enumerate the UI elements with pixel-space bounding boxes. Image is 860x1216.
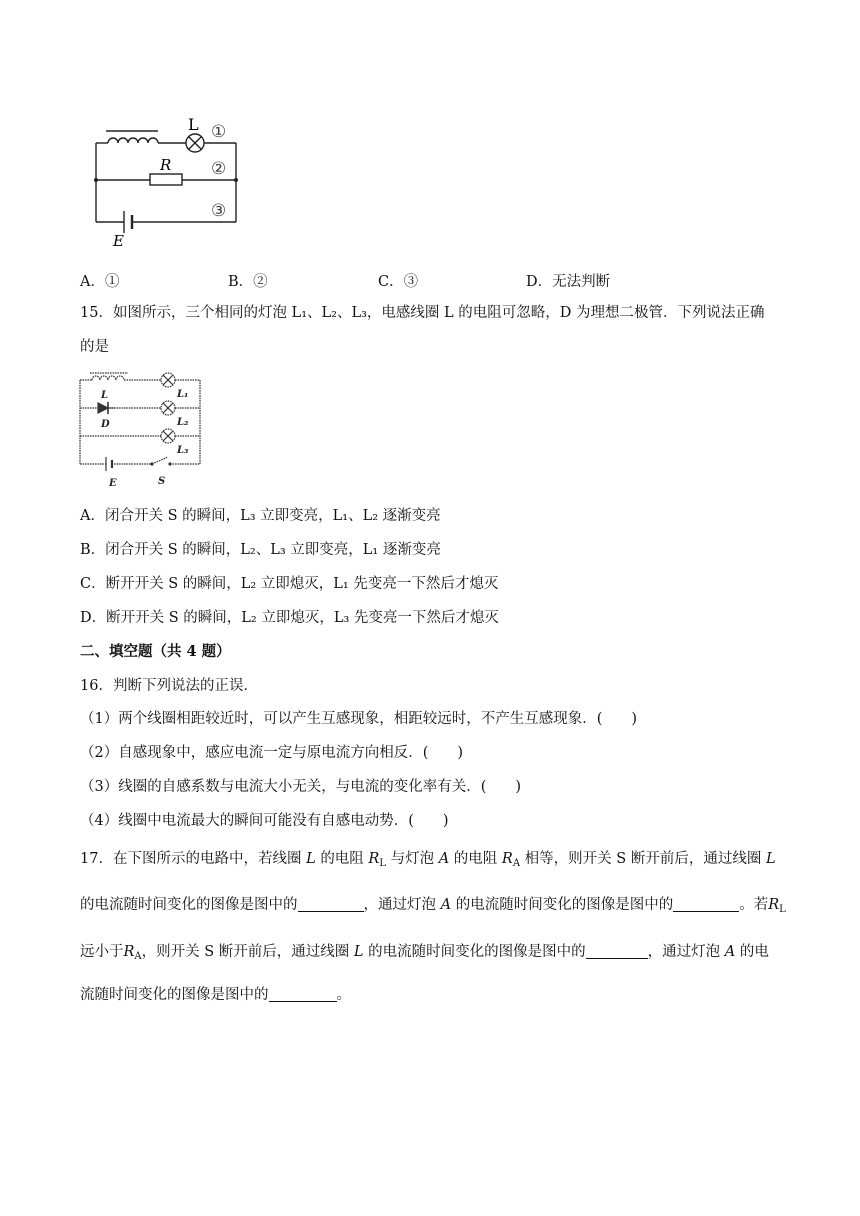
q14-option-a: A．①	[80, 274, 120, 290]
q15-circuit-diagram	[76, 368, 208, 490]
q15-stem-line1: 15．如图所示，三个相同的灯泡 L₁、L₂、L₃，电感线圈 L 的电阻可忽略，D 为理想二极管．下列说法正确	[80, 305, 765, 321]
q17-line4: 流随时间变化的图像是图中的 。	[80, 987, 351, 1003]
q15-diode-label: D	[101, 419, 110, 430]
q17-blank-4[interactable]	[269, 987, 337, 1002]
q17-blank-1[interactable]	[298, 897, 364, 912]
q17-line1: 17．在下图所示的电路中，若线圈 L 的电阻 $R_L$ 与灯泡 A 的电阻 $R_A$ 相等，则开关 S 断开前后，通过线圈 L	[80, 851, 776, 869]
q15-lamp1-label: L₁	[177, 389, 189, 400]
q16-item-2: （2）自感现象中，感应电流一定与原电流方向相反．( )	[80, 745, 464, 761]
q14-option-b: B．②	[228, 274, 268, 290]
q15-inductor-label: L	[101, 390, 109, 401]
q14-options	[80, 270, 640, 290]
q15-lamp2-label: L₂	[177, 417, 189, 428]
section-heading: 二、填空题（共 4 题）	[80, 643, 231, 660]
q15-stem-line2: 的是	[80, 339, 109, 355]
q14-branch3-label: ③	[211, 201, 227, 221]
q15-option-d: D．断开开关 S 的瞬间，L₂ 立即熄灭，L₃ 先变亮一下然后才熄灭	[80, 610, 499, 626]
q15-option-a: A．闭合开关 S 的瞬间，L₃ 立即变亮，L₁、L₂ 逐渐变亮	[80, 508, 441, 524]
q15-source-label: E	[109, 478, 117, 489]
q14-option-c: C．③	[378, 274, 419, 290]
q16-stem: 16．判断下列说法的正误．	[80, 678, 258, 694]
q16-item-3: （3）线圈的自感系数与电流大小无关，与电流的变化率有关．( )	[80, 779, 522, 795]
q15-option-c: C．断开开关 S 的瞬间，L₂ 立即熄灭，L₁ 先变亮一下然后才熄灭	[80, 576, 499, 592]
q17-blank-3[interactable]	[586, 944, 648, 959]
q17-blank-2[interactable]	[673, 897, 739, 912]
q14-source-label: E	[113, 232, 124, 250]
q17-line2: 的电流随时间变化的图像是图中的 ，通过灯泡 A 的电流随时间变化的图像是图中的 。若$R_L$	[80, 897, 786, 915]
q16-item-1: （1）两个线圈相距较近时，可以产生互感现象，相距较远时，不产生互感现象．( )	[80, 711, 638, 727]
q15-switch-label: S	[158, 476, 166, 487]
q14-circuit-diagram	[80, 110, 260, 250]
q14-branch2-label: ②	[211, 159, 227, 179]
q14-lamp-label: L	[188, 115, 199, 134]
q17-line3: 远小于$R_A$，则开关 S 断开前后，通过线圈 L 的电流随时间变化的图像是图中的 ，通过灯泡 A 的电	[80, 944, 769, 962]
q14-resistor-label: R	[160, 156, 172, 174]
q15-option-b: B．闭合开关 S 的瞬间，L₂、L₃ 立即变亮，L₁ 逐渐变亮	[80, 542, 441, 558]
q16-item-4: （4）线圈中电流最大的瞬间可能没有自感电动势．( )	[80, 813, 449, 829]
q15-lamp3-label: L₃	[177, 445, 189, 456]
q14-option-d: D．无法判断	[526, 274, 611, 290]
q14-branch1-label: ①	[211, 122, 227, 142]
